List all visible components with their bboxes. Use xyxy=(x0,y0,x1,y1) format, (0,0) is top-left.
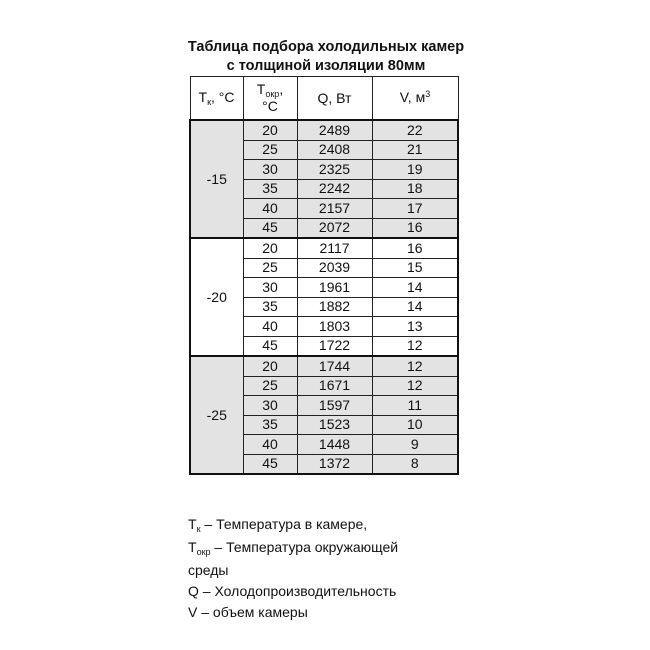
cell-v: 13 xyxy=(372,317,458,337)
cell-t: 20 xyxy=(243,120,297,140)
header-q: Q, Вт xyxy=(297,77,372,121)
cell-q: 1597 xyxy=(297,396,372,416)
cell-v: 8 xyxy=(372,454,458,474)
cell-q: 2157 xyxy=(297,199,372,219)
tk-group-cell: -25 xyxy=(190,356,243,474)
cell-t: 45 xyxy=(243,336,297,356)
header-tokr: $T_{окр}$, °C xyxy=(243,77,297,121)
header-v: V, $м^3$ xyxy=(372,77,458,121)
legend-q: Q – Холодопроизводительность xyxy=(188,583,397,599)
cell-t: 25 xyxy=(243,376,297,396)
cell-t: 20 xyxy=(243,356,297,376)
tk-group-cell: -20 xyxy=(190,238,243,356)
cell-q: 1523 xyxy=(297,415,372,435)
cell-q: 1722 xyxy=(297,336,372,356)
selection-table xyxy=(189,76,459,475)
cell-q: 1372 xyxy=(297,454,372,474)
legend-tokr-cont: среды xyxy=(188,562,229,578)
title-line-2: с толщиной изоляции 80мм xyxy=(226,58,426,74)
cell-v: 15 xyxy=(372,258,458,278)
cell-v: 17 xyxy=(372,199,458,219)
cell-v: 12 xyxy=(372,356,458,376)
header-tk: $T_к$, °C xyxy=(190,77,243,121)
cell-q: 1961 xyxy=(297,278,372,298)
legend-v: V – объем камеры xyxy=(188,604,308,620)
cell-q: 1803 xyxy=(297,317,372,337)
cell-t: 45 xyxy=(243,218,297,238)
cell-v: 11 xyxy=(372,396,458,416)
legend xyxy=(188,514,508,623)
group-minus-20 xyxy=(190,238,458,356)
table-row xyxy=(190,238,458,258)
cell-v: 10 xyxy=(372,415,458,435)
cell-t: 40 xyxy=(243,317,297,337)
cell-q: 2242 xyxy=(297,179,372,199)
title-line-1: Таблица подбора холодильных камер xyxy=(187,39,465,55)
cell-q: 1671 xyxy=(297,376,372,396)
cell-q: 2117 xyxy=(297,238,372,258)
cell-v: 14 xyxy=(372,278,458,298)
cell-v: 22 xyxy=(372,120,458,140)
cell-q: 2072 xyxy=(297,218,372,238)
cell-v: 16 xyxy=(372,238,458,258)
tk-group-cell: -15 xyxy=(190,120,243,238)
cell-t: 35 xyxy=(243,415,297,435)
cell-v: 21 xyxy=(372,140,458,160)
cell-t: 20 xyxy=(243,238,297,258)
cell-v: 9 xyxy=(372,435,458,455)
cell-t: 25 xyxy=(243,258,297,278)
cell-q: 2325 xyxy=(297,160,372,180)
cell-t: 40 xyxy=(243,435,297,455)
cell-q: 1882 xyxy=(297,297,372,317)
cell-v: 14 xyxy=(372,297,458,317)
legend-tk: $T_к$ – Температура в камере, xyxy=(188,516,368,534)
table-row xyxy=(190,356,458,376)
cell-t: 25 xyxy=(243,140,297,160)
table-title xyxy=(150,38,502,76)
cell-t: 35 xyxy=(243,297,297,317)
cell-v: 12 xyxy=(372,376,458,396)
header-row xyxy=(190,77,458,121)
cell-q: 1744 xyxy=(297,356,372,376)
cell-v: 16 xyxy=(372,218,458,238)
cell-t: 35 xyxy=(243,179,297,199)
cell-v: 18 xyxy=(372,179,458,199)
cell-t: 30 xyxy=(243,396,297,416)
table-row xyxy=(190,120,458,140)
group-minus-25 xyxy=(190,356,458,474)
cell-t: 45 xyxy=(243,454,297,474)
cell-t: 30 xyxy=(243,160,297,180)
cell-q: 2039 xyxy=(297,258,372,278)
cell-t: 30 xyxy=(243,278,297,298)
cell-t: 40 xyxy=(243,199,297,219)
legend-tokr: $T_{окр}$ – Температура окружающей xyxy=(188,539,399,557)
cell-v: 19 xyxy=(372,160,458,180)
cell-q: 2408 xyxy=(297,140,372,160)
cell-v: 12 xyxy=(372,336,458,356)
cell-q: 1448 xyxy=(297,435,372,455)
cell-q: 2489 xyxy=(297,120,372,140)
group-minus-15 xyxy=(190,120,458,238)
